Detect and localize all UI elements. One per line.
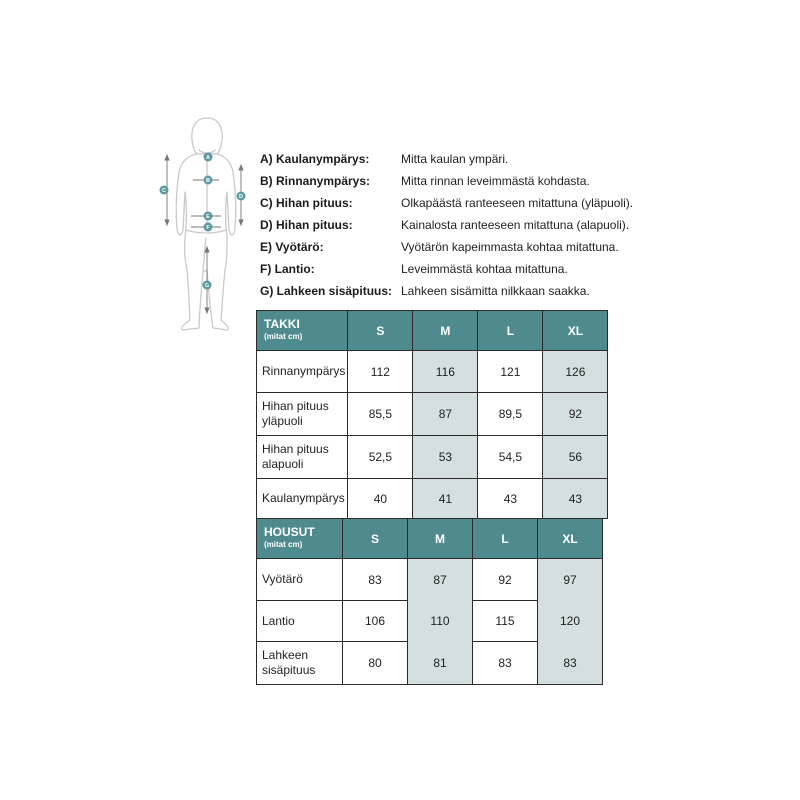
table-cell: 121 <box>478 351 543 393</box>
table-cell: 83 <box>343 559 408 601</box>
table-cell: 97 <box>538 559 603 601</box>
marker-b-icon <box>204 176 213 185</box>
table-cell: 87 <box>413 393 478 436</box>
svg-text:F: F <box>206 225 210 231</box>
table-cell: 89,5 <box>478 393 543 436</box>
table-title: HOUSUT <box>264 525 315 539</box>
svg-text:B: B <box>206 178 210 184</box>
legend-description: Kainalosta ranteeseen mitattuna (alapuoli). <box>401 218 630 232</box>
legend-description: Leveimmästä kohtaa mitattuna. <box>401 262 568 276</box>
legend-key: D) Hihan pituus: <box>260 218 353 232</box>
row-label: Rinnanympärys <box>257 351 348 393</box>
table-cell: 116 <box>413 351 478 393</box>
marker-d-icon <box>237 192 246 201</box>
marker-f-icon <box>204 223 213 232</box>
row-label: Kaulanympärys <box>257 479 348 519</box>
marker-c-icon <box>160 186 169 195</box>
legend-description: Lahkeen sisämitta nilkkaan saakka. <box>401 284 590 298</box>
size-header: M <box>408 519 473 559</box>
legend-row-d <box>260 214 680 236</box>
body-measurement-figure <box>155 110 255 342</box>
svg-text:E: E <box>206 214 210 220</box>
legend-description: Olkapäästä ranteeseen mitattuna (yläpuoli). <box>401 196 634 210</box>
table-row <box>257 351 608 393</box>
table-header-row <box>257 311 608 351</box>
marker-a-icon <box>204 153 213 162</box>
legend-description: Mitta rinnan leveimmästä kohdasta. <box>401 174 590 188</box>
table-cell: 83 <box>473 642 538 685</box>
jacket-size-table <box>256 310 608 519</box>
table-cell: 53 <box>413 436 478 479</box>
table-subtitle: (mitat cm) <box>264 332 303 341</box>
table-cell: 56 <box>543 436 608 479</box>
size-header: S <box>343 519 408 559</box>
table-cell: 81 <box>408 642 473 685</box>
legend-key: G) Lahkeen sisäpituus: <box>260 284 393 298</box>
size-header: XL <box>538 519 603 559</box>
size-header: S <box>348 311 413 351</box>
table-cell: 43 <box>543 479 608 519</box>
marker-e-icon <box>204 212 213 221</box>
legend-row-c <box>260 192 680 214</box>
table-title-cell <box>257 311 348 351</box>
row-label: Vyötärö <box>257 559 343 601</box>
table-cell: 80 <box>343 642 408 685</box>
table-cell: 54,5 <box>478 436 543 479</box>
svg-text:D: D <box>239 194 243 200</box>
size-header: L <box>473 519 538 559</box>
legend-key: C) Hihan pituus: <box>260 196 353 210</box>
table-cell: 41 <box>413 479 478 519</box>
table-cell: 85,5 <box>348 393 413 436</box>
table-subtitle: (mitat cm) <box>264 540 303 549</box>
table-cell: 120 <box>538 601 603 642</box>
legend-key: A) Kaulanympärys: <box>260 152 370 166</box>
row-label: Hihan pituus yläpuoli <box>257 393 348 436</box>
table-cell: 92 <box>543 393 608 436</box>
svg-text:G: G <box>204 283 210 289</box>
legend-key: E) Vyötärö: <box>260 240 324 254</box>
trousers-size-table <box>256 518 603 685</box>
table-row <box>257 393 608 436</box>
table-row <box>257 479 608 519</box>
table-cell: 115 <box>473 601 538 642</box>
legend-row-e <box>260 236 680 258</box>
marker-g-icon <box>203 281 212 290</box>
table-cell: 92 <box>473 559 538 601</box>
table-title-cell <box>257 519 343 559</box>
legend-key: F) Lantio: <box>260 262 315 276</box>
table-cell: 52,5 <box>348 436 413 479</box>
size-header: L <box>478 311 543 351</box>
table-cell: 106 <box>343 601 408 642</box>
table-row <box>257 642 603 685</box>
table-cell: 112 <box>348 351 413 393</box>
legend-description: Vyötärön kapeimmasta kohtaa mitattuna. <box>401 240 619 254</box>
table-cell: 110 <box>408 601 473 642</box>
table-row <box>257 559 603 601</box>
table-title: TAKKI <box>264 317 300 331</box>
size-header: XL <box>543 311 608 351</box>
table-cell: 87 <box>408 559 473 601</box>
legend-key: B) Rinnanympärys: <box>260 174 371 188</box>
row-label: Hihan pituus alapuoli <box>257 436 348 479</box>
row-label: Lantio <box>257 601 343 642</box>
svg-text:A: A <box>206 155 210 161</box>
table-row <box>257 601 603 642</box>
row-label: Lahkeen sisäpituus <box>257 642 343 685</box>
svg-text:C: C <box>162 188 166 194</box>
legend-row-a <box>260 148 680 170</box>
legend-description: Mitta kaulan ympäri. <box>401 152 509 166</box>
table-row <box>257 436 608 479</box>
table-cell: 83 <box>538 642 603 685</box>
size-header: M <box>413 311 478 351</box>
measurement-legend <box>260 148 680 302</box>
table-cell: 43 <box>478 479 543 519</box>
table-cell: 40 <box>348 479 413 519</box>
table-header-row <box>257 519 603 559</box>
table-cell: 126 <box>543 351 608 393</box>
legend-row-b <box>260 170 680 192</box>
legend-row-f <box>260 258 680 280</box>
legend-row-g <box>260 280 680 302</box>
